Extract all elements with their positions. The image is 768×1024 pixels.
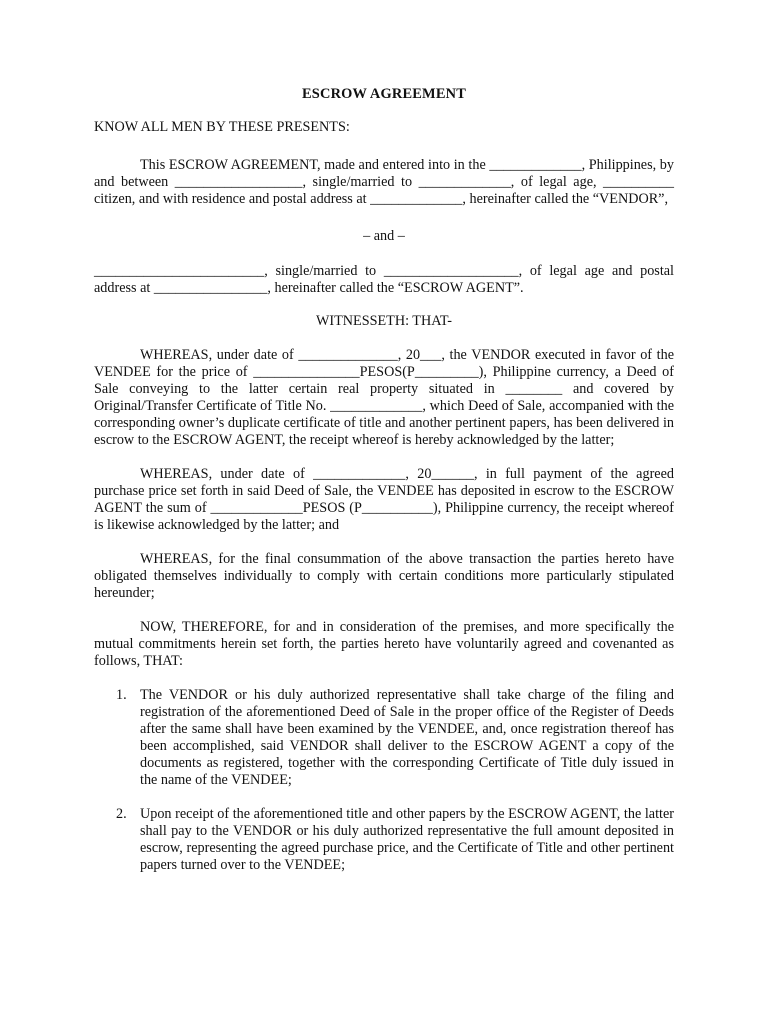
second-party-paragraph: ________________________, single/married to ___________________, of legal age and postal address at ________________, hereinafter called the “ESCROW AGENT”. [94,263,674,296]
know-all-men-heading: KNOW ALL MEN BY THESE PRESENTS: [94,119,350,135]
and-separator: – and – [363,228,405,244]
list-item-number: 1. [116,687,127,703]
list-item [94,687,674,789]
list-item-text: The VENDOR or his duly authorized representative shall take charge of the filing and registration of the aforementioned Deed of Sale in the proper office of the Register of Deeds after the same shall have been examined by the VENDEE, and, once registration thereof has been accomplished, said VENDOR shall deliver to the ESCROW AGENT a copy of the documents as registered, together with the corresponding Certificate of Title duly issued in the name of the VENDEE; [140,687,674,788]
whereas-paragraph-1: WHEREAS, under date of ______________, 20___, the VENDOR executed in favor of the VENDEE for the price of _______________PESOS(P_________), Philippine currency, a Deed of Sale conveying to the latter certain real property situated in ________ and covered by Original/Transfer Certificate of Title No. _____________, which Deed of Sale, accompanied with the corresponding owner’s duplicate certificate of title and another pertinent papers, has been delivered in escrow to the ESCROW AGENT, the receipt whereof is hereby acknowledged by the latter; [94,347,674,448]
document-title: ESCROW AGREEMENT [301,86,467,102]
list-item [94,806,674,874]
intro-paragraph: This ESCROW AGREEMENT, made and entered into in the _____________, Philippines, by and between __________________, single/married to _____________, of legal age, __________ citizen, and with residence and postal address at _____________, hereinafter called the “VENDOR”, [94,157,674,207]
covenant-list [94,687,674,874]
whereas-paragraph-2: WHEREAS, under date of _____________, 20______, in full payment of the agreed purchase price set forth in said Deed of Sale, the VENDEE has deposited in escrow to the ESCROW AGENT the sum of _____________PESOS (P__________), Philippine currency, the receipt whereof is likewise acknowledged by the latter; and [94,466,674,533]
list-item-text: Upon receipt of the aforementioned title and other papers by the ESCROW AGENT, the latter shall pay to the VENDOR or his duly authorized representative the full amount deposited in escrow, representing the agreed purchase price, and the Certificate of Title and other pertinent papers turned over to the VENDEE; [140,806,674,873]
now-therefore-paragraph: NOW, THEREFORE, for and in consideration of the premises, and more specifically the mutual commitments herein set forth, the parties hereto have voluntarily agreed and covenanted as follows, THAT: [94,619,674,669]
list-item-number: 2. [116,806,127,822]
witnesseth-heading: WITNESSETH: THAT- [316,313,452,329]
whereas-paragraph-3: WHEREAS, for the final consummation of the above transaction the parties hereto have obligated themselves individually to comply with certain conditions more particularly stipulated hereunder; [94,551,674,601]
